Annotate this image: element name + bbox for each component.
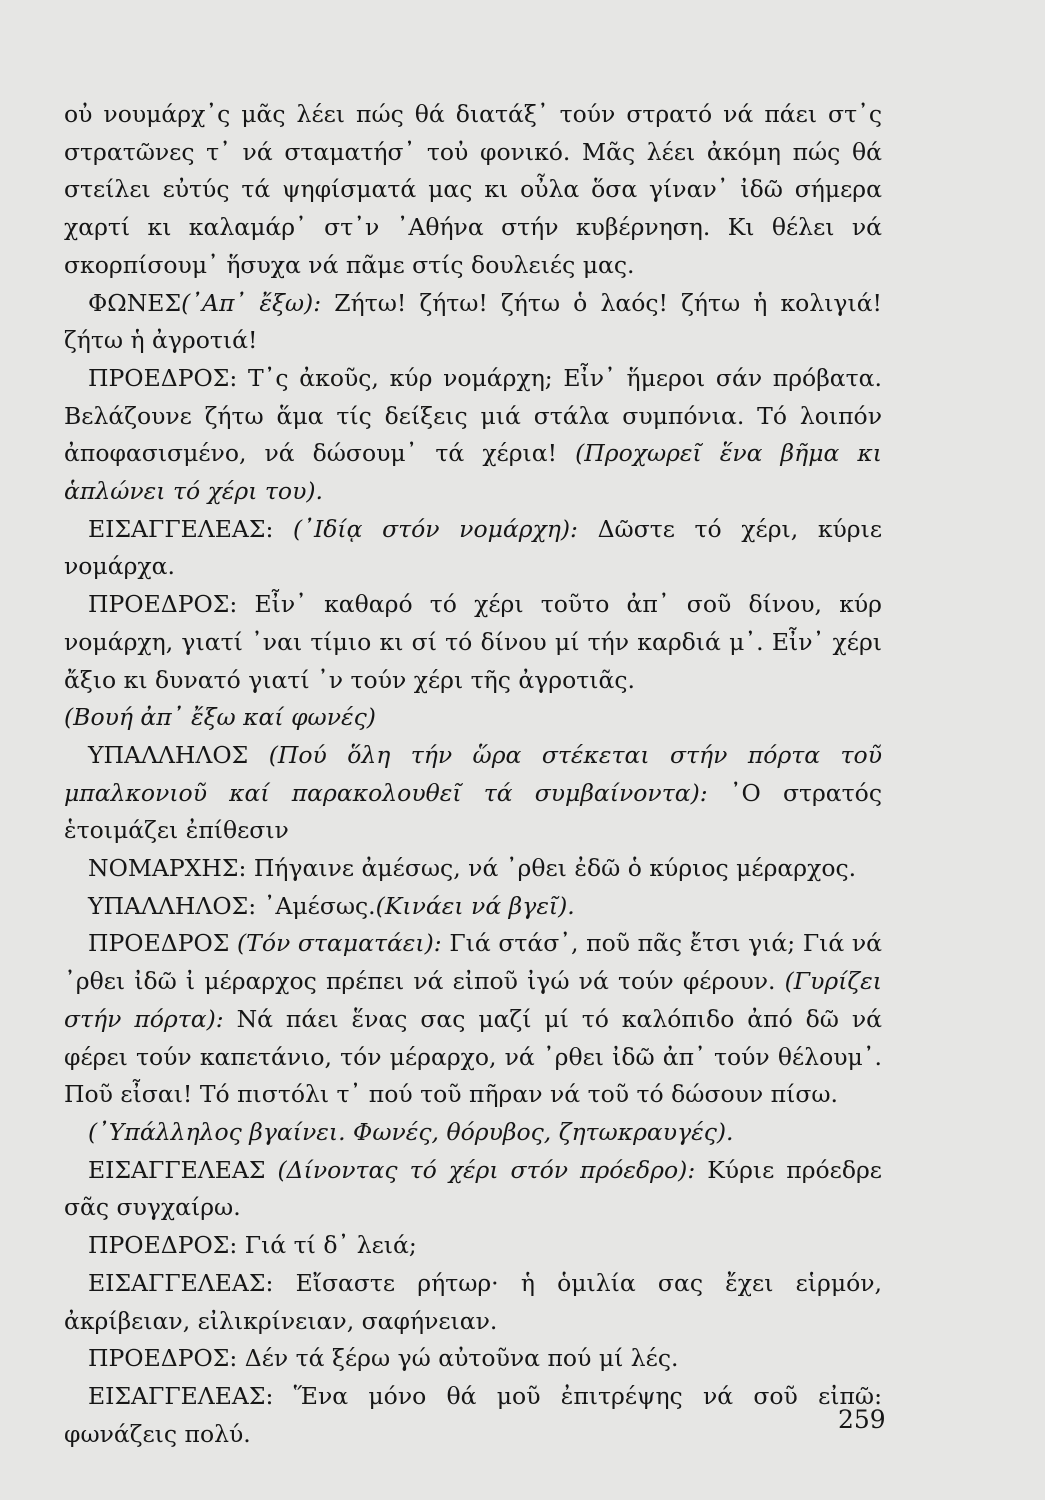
dialogue-text: ΕΙΣΑΓΓΕΛΕΑΣ <box>88 1155 278 1184</box>
paragraph <box>64 1340 882 1378</box>
paragraph <box>64 699 882 737</box>
dialogue-text: Κύριε πρόεδρε σᾶς συγχαίρω. <box>64 1155 882 1222</box>
dialogue-text: ΠΡΟΕΔΡΟΣ <box>88 929 237 958</box>
stage-direction: (Βουή ἀπ᾿ ἔξω καί φωνές) <box>64 703 376 732</box>
paragraph <box>64 96 882 285</box>
page-body-text <box>64 96 882 1453</box>
dialogue-text: Ζήτω! ζήτω! ζήτω ὁ λαός! ζήτω ἡ κολιγιά! ζήτω ἡ ἀγροτιά! <box>64 288 883 355</box>
stage-direction: (Πού ὅλη τήν ὥρα στέκεται στήν πόρτα τοῦ μπαλκονιοῦ καί παρακολουθεῖ τά συμβαίνοντα): <box>64 740 882 807</box>
dialogue-text: ΝΟΜΑΡΧΗΣ: Πήγαινε ἀμέσως, νά ᾿ρθει ἐδῶ ὁ κύριος μέραρχος. <box>88 854 857 883</box>
paragraph <box>64 737 882 850</box>
stage-direction: (᾿Ιδίᾳ στόν νομάρχη): <box>293 514 578 543</box>
paragraph <box>64 888 882 926</box>
paragraph <box>64 1227 882 1265</box>
paragraph <box>64 360 882 511</box>
stage-direction: (Προχωρεῖ ἕνα βῆμα κι ἁπλώνει τό χέρι του). <box>64 439 882 506</box>
page-number: 259 <box>838 1405 886 1434</box>
dialogue-text: ΠΡΟΕΔΡΟΣ: Εἶν᾿ καθαρό τό χέρι τοῦτο ἀπ᾿ σοῦ δίνου, κύρ νομάρχη, γιατί ᾿ναι τίμιο κι σί τό δίνου μί τήν καρδιά μ᾿. Εἶν᾿ χέρι ἄξιο κι δυνατό γιατί ᾿ν τούν χέρι τῆς ἀγροτιᾶς. <box>64 590 882 694</box>
paragraph <box>64 1378 882 1453</box>
dialogue-text: ΥΠΑΛΛΗΛΟΣ: ᾿Αμέσως. <box>88 891 376 920</box>
paragraph <box>64 511 882 586</box>
paragraph <box>64 586 882 699</box>
paragraph <box>64 850 882 888</box>
paragraph <box>64 1265 882 1340</box>
stage-direction: (Δίνοντας τό χέρι στόν πρόεδρο): <box>277 1155 696 1184</box>
dialogue-text: Γιά στάσ᾿, ποῦ πᾶς ἔτσι γιά; Γιά νά ᾿ρθει ἰδῶ ἰ μέραρχος πρέπει νά εἰποῦ ἰγώ νά τούν φέρουν. <box>64 929 882 996</box>
dialogue-text: ΕΙΣΑΓΓΕΛΕΑΣ: <box>88 514 294 543</box>
dialogue-text: Δῶστε τό χέρι, κύριε νομάρχα. <box>64 514 882 581</box>
dialogue-text: ΕΙΣΑΓΓΕΛΕΑΣ: Ἕνα μόνο θά μοῦ ἐπιτρέψης νά σοῦ εἰπῶ: φωνάζεις πολύ. <box>64 1381 882 1448</box>
paragraph <box>64 1114 882 1152</box>
stage-direction: (᾿Απ᾿ ἔξω): <box>181 288 322 317</box>
dialogue-text: ΦΩΝΕΣ <box>88 288 182 317</box>
dialogue-text: οὐ νουμάρχ᾿ς μᾶς λέει πώς θά διατάξ᾿ τούν στρατό νά πάει στ᾿ς στρατῶνες τ᾿ νά σταματήσ᾿ τοὐ φονικό. Μᾶς λέει ἀκόμη πώς θά στείλει εὐτύς τά ψηφίσματά μας κι οὖλα ὅσα γίναν᾿ ἰδῶ σήμερα χαρτί κι καλαμάρ᾿ στ᾿ν ᾿Αθήνα στήν κυβέρνηση. Κι θέλει νά σκορπίσουμ᾿ ἥσυχα νά πᾶμε στίς δουλειές μας. <box>64 100 882 279</box>
paragraph <box>64 925 882 1114</box>
dialogue-text: ᾿Ο στρατός ἑτοιμάζει ἐπίθεσιν <box>64 778 882 845</box>
dialogue-text: ΠΡΟΕΔΡΟΣ: Δέν τά ξέρω γώ αὐτοῦνα πού μί λές. <box>88 1344 679 1373</box>
dialogue-text: Νά πάει ἕνας σας μαζί μί τό καλόπιδο ἀπό δῶ νά φέρει τούν καπετάνιο, τόν μέραρχο, νά ᾿ρθει ἰδῶ ἀπ᾿ τούν θέλουμ᾿. Ποῦ εἶσαι! Τό πιστόλι τ᾿ πού τοῦ πῆραν νά τοῦ τό δώσουν πίσω. <box>64 1004 883 1109</box>
dialogue-text: ΠΡΟΕΔΡΟΣ: Γιά τί δ᾿ λειά; <box>88 1231 417 1260</box>
stage-direction: (᾿Υπάλληλος βγαίνει. Φωνές, θόρυβος, ζητωκραυγές). <box>88 1117 734 1146</box>
stage-direction: (Γυρίζει στήν πόρτα): <box>64 967 882 1033</box>
stage-direction: (Κινάει νά βγεῖ). <box>375 891 575 920</box>
dialogue-text: ΠΡΟΕΔΡΟΣ: Τ᾿ς ἀκοῦς, κύρ νομάρχη; Εἶν᾿ ἥμεροι σάν πρόβατα. Βελάζουνε ζήτω ἅμα τίς δείξεις μιά στάλα συμπόνια. Τό λοιπόν ἀποφασισμένο, νά δώσουμ᾿ τά χέρια! <box>64 363 882 468</box>
dialogue-text: ΥΠΑΛΛΗΛΟΣ <box>88 740 269 769</box>
stage-direction: (Τόν σταματάει): <box>237 929 442 958</box>
dialogue-text: ΕΙΣΑΓΓΕΛΕΑΣ: Εἴσαστε ρήτωρ· ἡ ὁμιλία σας ἔχει εἱρμόν, ἀκρίβειαν, εἰλικρίνειαν, σαφήνειαν. <box>64 1268 882 1335</box>
paragraph <box>64 1152 882 1227</box>
paragraph <box>64 285 882 360</box>
